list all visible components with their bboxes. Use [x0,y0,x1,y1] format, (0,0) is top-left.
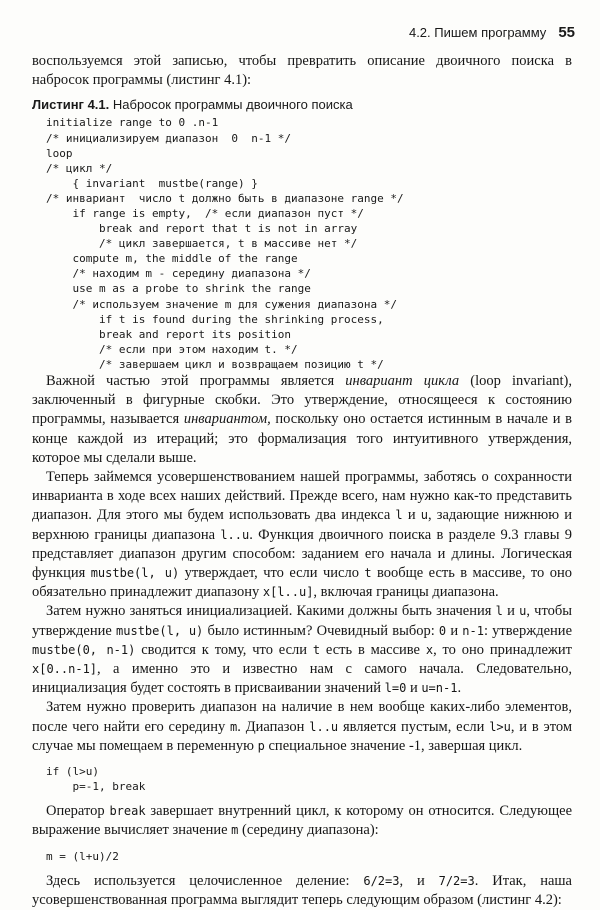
code-line: p=-1, break [46,780,146,794]
code-line: /* цикл */ [46,161,113,175]
code-line: use m as a probe to shrink the range [46,282,311,296]
code-line: /* завершаем цикл и возвращаем позицию t */ [46,357,384,371]
code-line: loop [46,146,73,160]
paragraph-integer-division: Здесь используется целочисленное деление: 6/2=3, и 7/2=3. Итак, наша усовершенствованная программа выглядит теперь следующим образом (листинг 4.2): [32,872,572,908]
intro-paragraph: воспользуемся этой записью, чтобы превратить описание двоичного поиска в набросок программы (листинг 4.1): [32,53,572,89]
listing-title: Набросок программы двоичного поиска [112,97,353,113]
code-line: if range is empty, /* если диапазон пуст */ [46,206,364,220]
code-line: { invariant mustbe(range) } [46,176,258,190]
code-line: m = (l+u)/2 [46,849,119,863]
code-line: /* используем значение m для сужения диапазона */ [46,297,397,311]
code-line: if (l>u) [46,765,99,779]
code-line: if t is found during the shrinking process, [46,312,384,326]
term-invariant: инвариантом, [183,411,271,428]
term-loop-invariant: инвариант цикла [345,373,460,389]
code-line: /* инициализируем диапазон 0 n-1 */ [46,131,292,145]
page-number: 55 [558,24,575,41]
listing-label: Листинг 4.1. [32,97,110,113]
listing-caption [32,97,572,112]
code-line: /* если при этом находим t. */ [46,342,298,356]
code-midpoint [46,849,572,864]
code-line: /* цикл завершается, t в массиве нет */ [46,237,358,251]
code-line: break and report its position [46,327,292,341]
running-head [40,24,575,44]
page-body [32,52,572,910]
code-line: compute m, the middle of the range [46,252,298,266]
code-line: /* инвариант число t должно быть в диапазоне range */ [46,191,404,205]
section-title: 4.2. Пишем программу [408,25,547,40]
paragraph-break: Оператор break завершает внутренний цикл, к которому он относится. Следующее выражение вычисляет значение m (середину диапазона): [32,803,573,839]
code-line: /* находим m - середину диапазона */ [46,267,311,281]
paragraph-initialization: Затем нужно заняться инициализацией. Какими должны быть значения l и u, чтобы утверждение mustbe(l, u) было истинным? Очевидный выбор: 0 и n-1: утверждение mustbe(0, n-1) сводится к тому, что если t есть в массиве x, то оно принадлежит x[0..n-1], а именно это и известно нам с самого начала. Следовательно, инициализация будет состоять в присваивании значений l=0 и u=n-1. [32,603,573,697]
code-line: initialize range to 0 .n-1 [46,116,219,130]
listing-code [46,115,572,372]
paragraph-range: Теперь займемся усовершенствованием нашей программы, заботясь о сохранности инварианта в ходе всех наших действий. Прежде всего, нам нужно как-то представить диапазон. Для этого мы будем использовать два индекса l и u, задающие нижнюю и верхнюю границы диапазона l..u. Функция двоичного поиска в разделе 9.3 главы 9 представляет диапазон другим способом: заданием его начала и длины. Логическая функция mustbe(l, u) утверждает, что если число t вообще есть в массиве, то оно обязательно принадлежит диапазону x[l..u], включая границы диапазона. [32,469,572,601]
code-line: break and report that t is not in array [46,222,358,236]
paragraph-invariant: Важной частью этой программы является инвариант цикла (loop invariant), заключенный в фигурные скобки. Это утверждение, относящееся к состоянию программы, называется инвариантом, поскольку оно остается истинным в начале и в конце каждой из итераций; это формализация того интуитивного утверждения, которое мы сделали выше. [32,373,572,466]
paragraph-empty-check: Затем нужно проверить диапазон на наличие в нем вообще каких-либо элементов, после чего найти его середину m. Диапазон l..u является пустым, если l>u, и в этом случае мы помещаем в переменную p специальное значение -1, завершая цикл. [32,699,573,754]
code-empty-check [46,764,572,794]
